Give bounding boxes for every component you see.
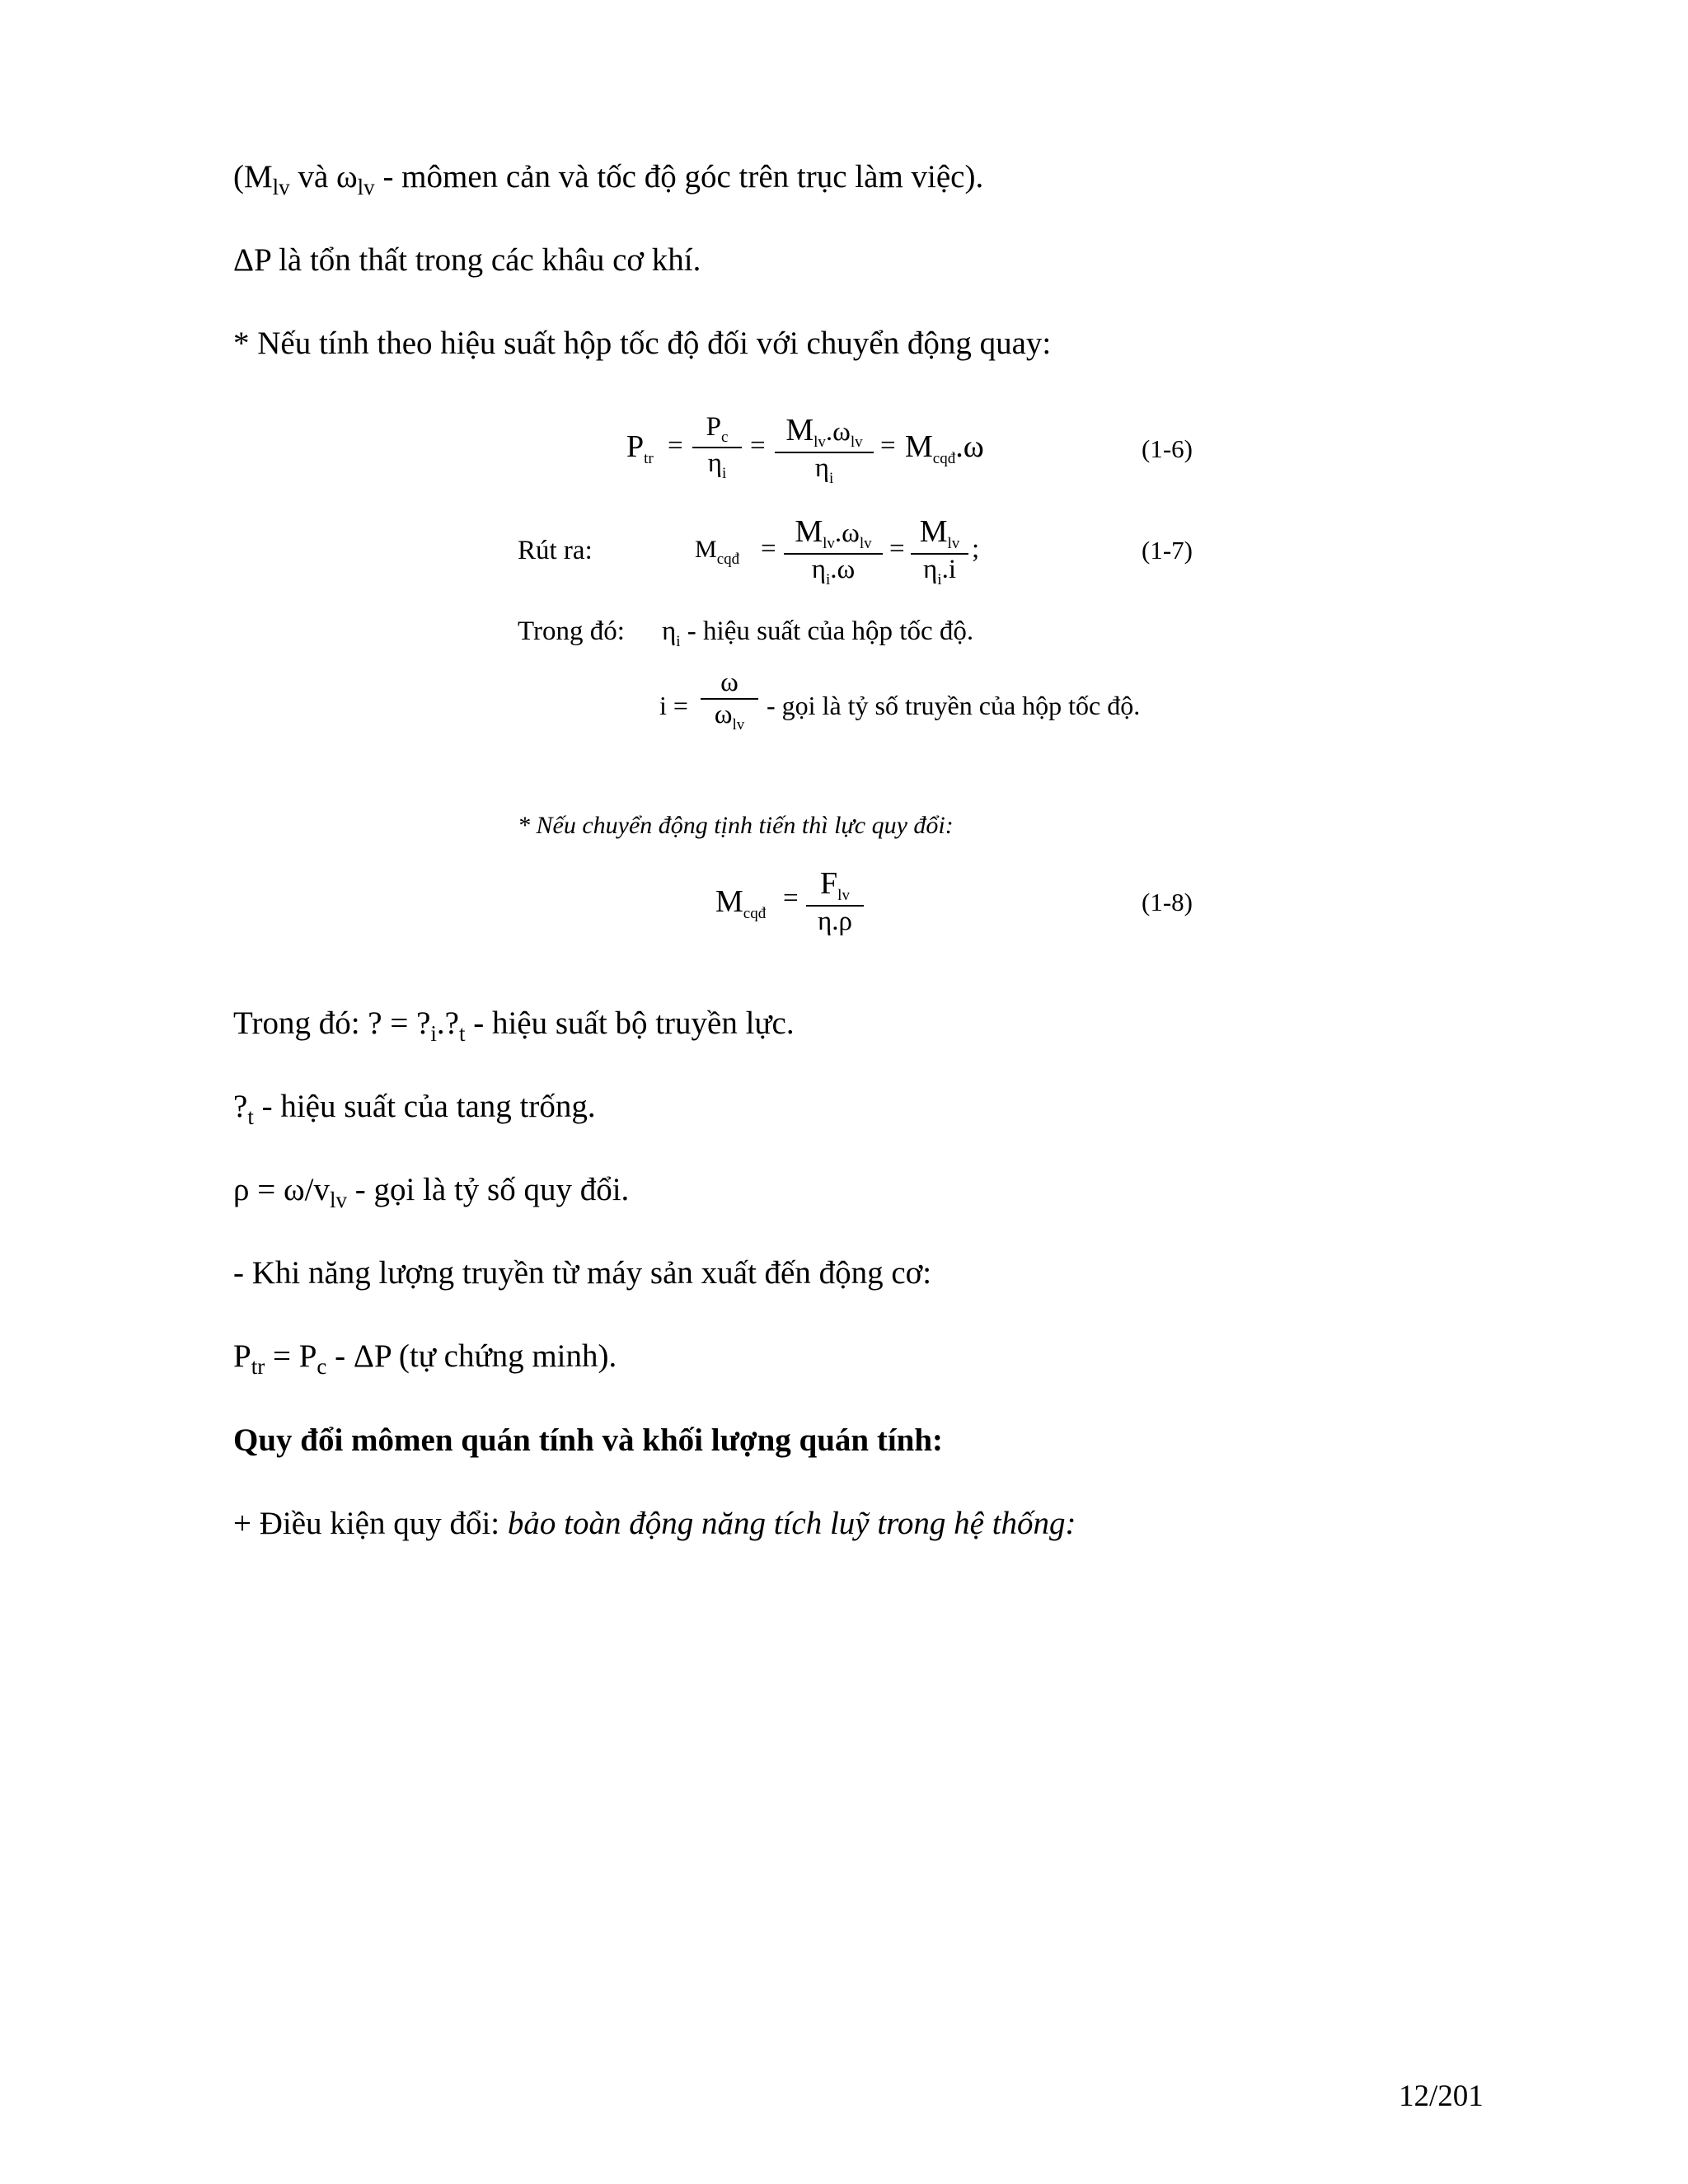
eq6-equals-2: = (750, 431, 766, 461)
equation-number-1-7: (1-7) (1142, 536, 1193, 565)
eq6-lhs: $P_{tr}$ (626, 429, 654, 467)
where-eta-definition: $\eta_i$ - hiệu suất của hộp tốc độ. (662, 616, 974, 650)
eq6-equals-3: = (880, 431, 896, 461)
paragraph-energy-flow: - Khi năng lượng truyền từ máy sản xuất đến động cơ: (233, 1255, 932, 1291)
page-number: 12/201 (1399, 2079, 1484, 2113)
paragraph-transmission-efficiency: Trong đó: ? = $?_i.?_t$ - hiệu suất bộ truyền lực. (233, 1005, 795, 1046)
eq7-semicolon: ; (972, 534, 980, 564)
i-text: - gọi là tỷ số truyền của hộp tốc độ. (767, 691, 1141, 720)
paragraph-delta-p: ΔP là tổn thất trong các khâu cơ khí. (233, 242, 701, 278)
equation-number-1-6: (1-6) (1142, 434, 1193, 463)
eq6-equals-1: = (668, 431, 683, 461)
translational-note: * Nếu chuyển động tịnh tiến thì lực quy đổi: (518, 812, 954, 839)
paragraph-conversion-ratio: $\rho = \omega/v_{lv}$ - gọi là tỷ số quy đổi. (233, 1172, 630, 1212)
eq8-fraction: $F_{lv}$ η.ρ (806, 865, 864, 937)
section-heading: Quy đổi mômen quán tính và khối lượng quán tính: (233, 1422, 944, 1458)
where-label: Trong đó: (518, 616, 625, 646)
paragraph-drum-efficiency: $?_t$ - hiệu suất của tang trống. (233, 1089, 596, 1129)
eq7-equals-1: = (761, 534, 776, 564)
paragraph-conversion-condition: + Điều kiện quy đổi: bảo toàn động năng tích luỹ trong hệ thống: (233, 1506, 1076, 1541)
eq6-fraction-1: $P_c$ $\eta_i$ (692, 412, 742, 483)
paragraph-gearbox-efficiency: * Nếu tính theo hiệu suất hộp tốc độ đối với chuyển động quay: (233, 326, 1052, 361)
paragraph-ptr-formula: $P_{tr} = P_c - \Delta P$ (tự chứng minh). (233, 1338, 617, 1379)
eq6-rhs: $M_{cqđ}.\omega$ (905, 429, 984, 467)
eq7-fraction-1: $M_{lv}.\omega_{lv}$ $\eta_i.\omega$ (784, 513, 883, 589)
eq8-lhs: $M_{cqđ}$ (715, 884, 767, 922)
eq6-fraction-2: $M_{lv}.\omega_{lv}$ $\eta_i$ (775, 412, 874, 488)
i-fraction: ω $\omega_{lv}$ (701, 668, 758, 734)
eq7-lhs: $M_{cqđ}$ (695, 536, 740, 568)
paragraph-mlv-wlv: ($M_{lv}$ và $\omega_{lv}$ - mômen cản và tốc độ góc trên trục làm việc). (233, 159, 984, 199)
eq8-equals: = (783, 883, 799, 913)
eq7-equals-2: = (889, 534, 905, 564)
eq7-label: Rút ra: (518, 536, 593, 565)
i-lhs: i = (659, 691, 688, 720)
equation-number-1-8: (1-8) (1142, 888, 1193, 916)
eq7-fraction-2: $M_{lv}$ $\eta_i.i$ (911, 513, 968, 589)
